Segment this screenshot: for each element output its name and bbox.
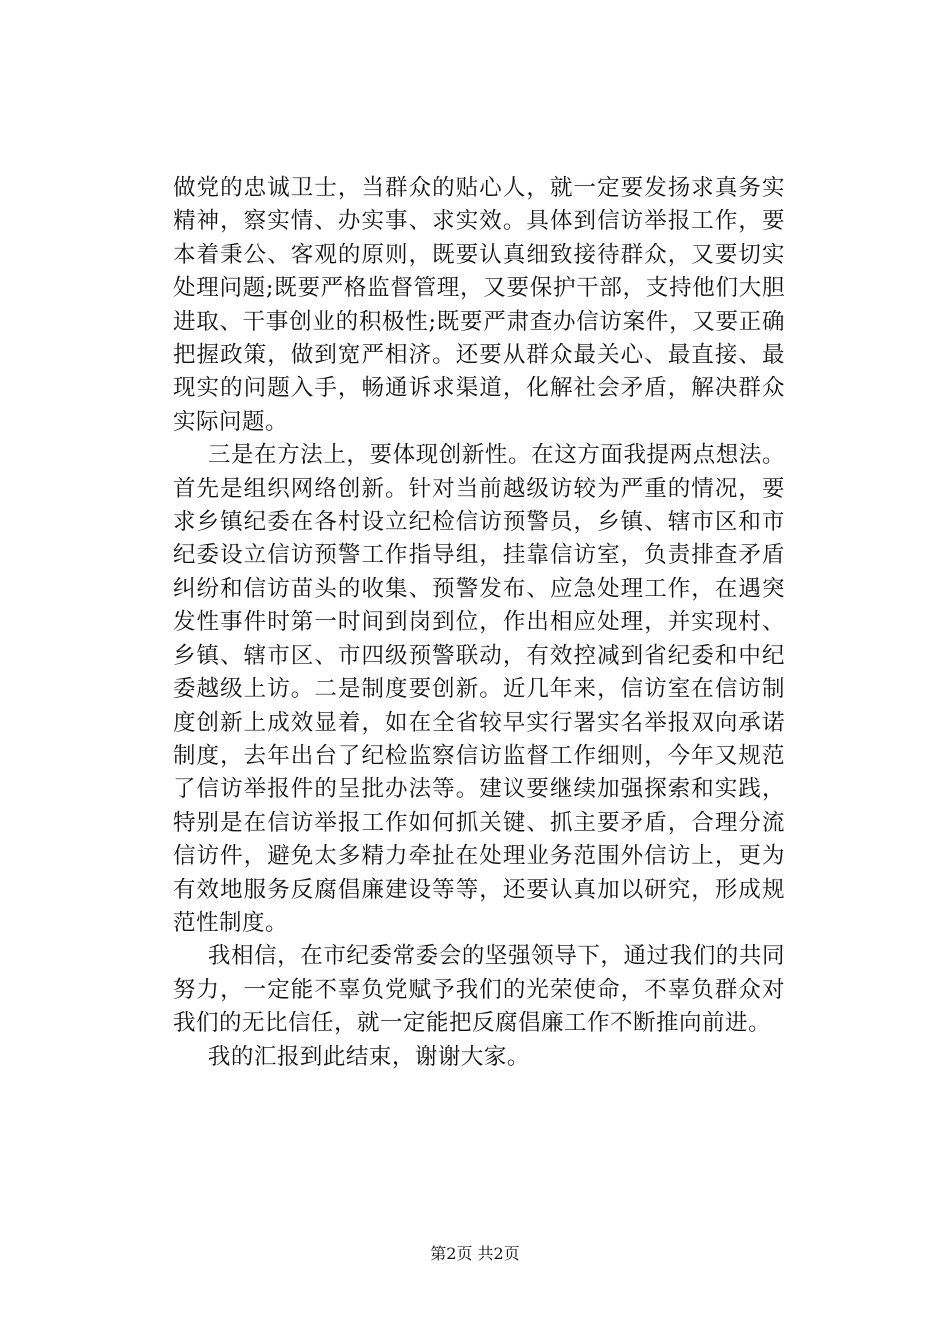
paragraph-continuation: 做党的忠诚卫士，当群众的贴心人，就一定要发扬求真务实精神，察实情、办实事、求实效。具体到信访举报工作，要本着秉公、客观的原则，既要认真细致接待群众，又要切实处理问题;既要严格监督管理，又要保护干部，支持他们大胆进取、干事创业的积极性;既要严肃查办信访案件，又要正确把握政策，做到宽严相济。还要从群众最关心、最直接、最现实的问题入手，畅通诉求渠道，化解社会矛盾，解决群众实际问题。 [173, 175, 785, 435]
page-footer: 第2页 共2页 [430, 1244, 520, 1263]
paragraph-belief: 我相信，在市纪委常委会的坚强领导下，通过我们的共同努力，一定能不辜负党赋予我们的光荣使命，不辜负群众对我们的无比信任，就一定能把反腐倡廉工作不断推向前进。 [173, 943, 785, 1037]
paragraph-closing: 我的汇报到此结束，谢谢大家。 [207, 1043, 530, 1070]
document-body [173, 172, 785, 1074]
paragraph-methods: 三是在方法上，要体现创新性。在这方面我提两点想法。首先是组织网络创新。针对当前越级访较为严重的情况，要求乡镇纪委在各村设立纪检信访预警员，乡镇、辖市区和市纪委设立信访预警工作指导组，挂靠信访室，负责排查矛盾纠纷和信访苗头的收集、预警发布、应急处理工作，在遇突发性事件时第一时间到岗到位，作出相应处理，并实现村、乡镇、辖市区、市四级预警联动，有效控减到省纪委和中纪委越级上访。二是制度要创新。近几年来，信访室在信访制度创新上成效显着，如在全省较早实行署实名举报双向承诺制度，去年出台了纪检监察信访监督工作细则，今年又规范了信访举报件的呈批办法等。建议要继续加强探索和实践，特别是在信访举报工作如何抓关键、抓主要矛盾，合理分流信访件，避免太多精力牵扯在处理业务范围外信访上，更为有效地服务反腐倡廉建设等等，还要认真加以研究，形成规范性制度。 [173, 442, 785, 936]
